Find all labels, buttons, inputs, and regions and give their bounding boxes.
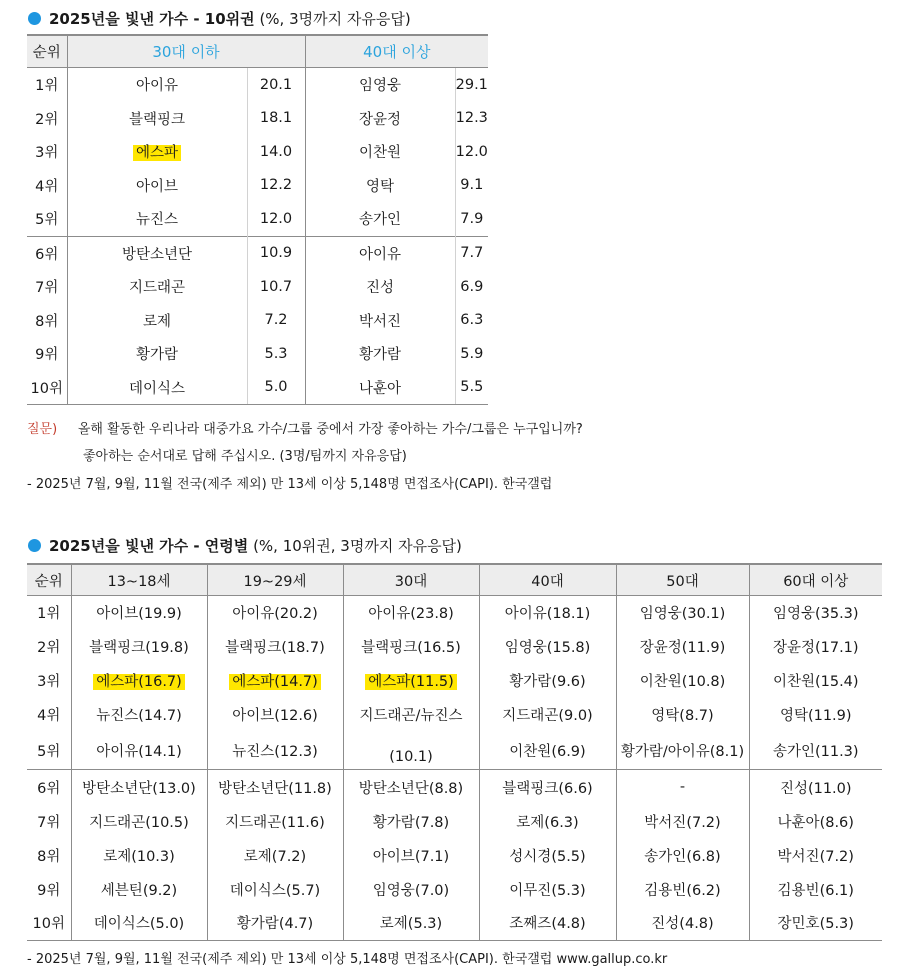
entry-cell: 방탄소년단(13.0) — [71, 770, 207, 804]
entry-cell: 임영웅(30.1) — [616, 596, 749, 630]
entry-cell: 지드래곤/뉴진스 — [343, 698, 479, 732]
entry-cell: 블랙핑크(16.5) — [343, 630, 479, 664]
entry-cell: 이찬원(10.8) — [616, 664, 749, 698]
column-header: 순위 — [27, 564, 71, 596]
entry-cell: 지드래곤(11.6) — [207, 804, 343, 838]
name-cell: 데이식스 — [67, 371, 247, 405]
question-line2: 좋아하는 순서대로 답해 주십시오. (3명/팀까지 자유응답) — [83, 449, 407, 464]
entry-cell: 송가인(11.3) — [749, 732, 882, 770]
value-cell: 7.7 — [455, 236, 488, 270]
rank-cell: 2위 — [37, 640, 61, 657]
name-cell: 박서진 — [305, 304, 455, 338]
table-row — [27, 664, 882, 698]
entry-cell: 황가람/아이유(8.1) — [616, 732, 749, 770]
table-row — [27, 804, 882, 838]
name-cell: 아이유 — [305, 236, 455, 270]
source-note-2: - 2025년 7월, 9월, 11월 전국(제주 제외) 만 13세 이상 5,148명 면접조사(CAPI). 한국갤럽 www.gallup.co.kr — [27, 952, 668, 967]
entry-cell: 아이유(14.1) — [71, 732, 207, 770]
source-note-1: - 2025년 7월, 9월, 11월 전국(제주 제외) 만 13세 이상 5,148명 면접조사(CAPI). 한국갤럽 — [27, 477, 553, 492]
highlight-mark: 에스파(14.7) — [229, 674, 321, 690]
entry-cell: 아이브(19.9) — [71, 596, 207, 630]
value-cell: 14.0 — [247, 135, 305, 169]
entry-cell: 이찬원(6.9) — [479, 732, 616, 770]
table-row — [27, 732, 882, 770]
table-row — [27, 838, 882, 872]
entry-cell: 방탄소년단(8.8) — [343, 770, 479, 804]
value-cell: 7.9 — [455, 202, 488, 236]
table-row — [27, 872, 882, 906]
value-cell: 10.9 — [247, 236, 305, 270]
rank-cell: 9위 — [35, 347, 59, 364]
value-cell: 12.0 — [455, 135, 488, 169]
entry-cell — [71, 664, 207, 698]
value-cell: 5.3 — [247, 337, 305, 371]
section2-title: 2025년을 빛낸 가수 - 연령별 (%, 10위권, 3명까지 자유응답) — [28, 535, 462, 556]
table-row — [27, 202, 488, 236]
entry-cell: 영탁(8.7) — [616, 698, 749, 732]
column-header: 50대 — [616, 564, 749, 596]
name-cell: 나훈아 — [305, 371, 455, 405]
name-cell: 블랙핑크 — [67, 102, 247, 136]
name-cell: 아이유 — [67, 68, 247, 102]
value-cell: 20.1 — [247, 68, 305, 102]
table-row — [27, 304, 488, 338]
entry-cell: 황가람(9.6) — [479, 664, 616, 698]
entry-cell: 황가람(7.8) — [343, 804, 479, 838]
table-by-age — [27, 563, 882, 941]
value-cell: 18.1 — [247, 102, 305, 136]
rank-cell: 9위 — [37, 882, 61, 899]
entry-cell: 블랙핑크(19.8) — [71, 630, 207, 664]
entry-cell: - — [616, 770, 749, 804]
table-row — [27, 630, 882, 664]
entry-cell: 블랙핑크(18.7) — [207, 630, 343, 664]
rank-cell: 7위 — [35, 280, 59, 297]
value-cell: 6.3 — [455, 304, 488, 338]
column-header: 60대 이상 — [749, 564, 882, 596]
table-row — [27, 770, 882, 804]
entry-cell: 송가인(6.8) — [616, 838, 749, 872]
name-cell: 임영웅 — [305, 68, 455, 102]
value-cell: 5.9 — [455, 337, 488, 371]
entry-cell: 로제(7.2) — [207, 838, 343, 872]
entry-cell: 로제(10.3) — [71, 838, 207, 872]
entry-cell: 아이브(7.1) — [343, 838, 479, 872]
name-cell: 영탁 — [305, 169, 455, 203]
entry-cell: 블랙핑크(6.6) — [479, 770, 616, 804]
rank-cell: 3위 — [37, 674, 61, 691]
table-row — [27, 906, 882, 940]
rank-cell: 8위 — [37, 848, 61, 865]
column-header: 19~29세 — [207, 564, 343, 596]
entry-cell: 조째즈(4.8) — [479, 906, 616, 940]
entry-cell: 장윤정(17.1) — [749, 630, 882, 664]
entry-cell: 뉴진스(14.7) — [71, 698, 207, 732]
name-cell: 아이브 — [67, 169, 247, 203]
name-cell: 진성 — [305, 270, 455, 304]
entry-cell: 로제(6.3) — [479, 804, 616, 838]
entry-cell: 김용빈(6.1) — [749, 872, 882, 906]
value-cell: 7.2 — [247, 304, 305, 338]
section1-title: 2025년을 빛낸 가수 - 10위권 (%, 3명까지 자유응답) — [28, 8, 411, 29]
entry-cell: 나훈아(8.6) — [749, 804, 882, 838]
table-row — [27, 270, 488, 304]
table-row — [27, 596, 882, 630]
entry-cell: 뉴진스(12.3) — [207, 732, 343, 770]
highlight-mark: 에스파 — [133, 145, 181, 161]
value-cell: 12.0 — [247, 202, 305, 236]
rank-cell: 1위 — [37, 606, 61, 623]
entry-cell: 성시경(5.5) — [479, 838, 616, 872]
rank-cell: 4위 — [35, 178, 59, 195]
question-line1: 질문) 올해 활동한 우리나라 대중가요 가수/그룹 중에서 가장 좋아하는 가수/그룹은 누구입니까? — [27, 422, 583, 437]
table-row — [27, 102, 488, 136]
entry-cell: 임영웅(15.8) — [479, 630, 616, 664]
entry-cell: 황가람(4.7) — [207, 906, 343, 940]
column-header: 30대 — [343, 564, 479, 596]
entry-cell: (10.1) — [343, 732, 479, 770]
column-header: 13~18세 — [71, 564, 207, 596]
value-cell: 5.0 — [247, 371, 305, 405]
entry-cell: 김용빈(6.2) — [616, 872, 749, 906]
value-cell: 9.1 — [455, 169, 488, 203]
entry-cell: 아이유(18.1) — [479, 596, 616, 630]
table-row — [27, 371, 488, 405]
column-header: 40대 — [479, 564, 616, 596]
highlight-mark: 에스파(11.5) — [365, 674, 457, 690]
name-cell: 황가람 — [305, 337, 455, 371]
rank-cell: 2위 — [35, 111, 59, 128]
table-row — [27, 236, 488, 270]
header-group-b: 40대 이상 — [305, 35, 488, 68]
table-row — [27, 337, 488, 371]
entry-cell: 세븐틴(9.2) — [71, 872, 207, 906]
entry-cell: 이찬원(15.4) — [749, 664, 882, 698]
name-cell: 장윤정 — [305, 102, 455, 136]
entry-cell: 장윤정(11.9) — [616, 630, 749, 664]
entry-cell: 임영웅(35.3) — [749, 596, 882, 630]
entry-cell: 박서진(7.2) — [749, 838, 882, 872]
bullet-dot-icon — [28, 12, 41, 25]
value-cell: 10.7 — [247, 270, 305, 304]
entry-cell: 아이유(20.2) — [207, 596, 343, 630]
table-top10-by-age-group — [27, 34, 488, 405]
rank-cell: 10위 — [27, 371, 67, 405]
table-row — [27, 68, 488, 102]
header-rank: 순위 — [27, 35, 67, 68]
name-cell: 방탄소년단 — [67, 236, 247, 270]
rank-cell: 10위 — [27, 906, 71, 940]
entry-cell: 지드래곤(9.0) — [479, 698, 616, 732]
name-cell: 뉴진스 — [67, 202, 247, 236]
value-cell: 29.1 — [455, 68, 488, 102]
name-cell — [67, 135, 247, 169]
name-cell: 송가인 — [305, 202, 455, 236]
table-row — [27, 698, 882, 732]
rank-cell: 8위 — [35, 313, 59, 330]
entry-cell: 아이유(23.8) — [343, 596, 479, 630]
bullet-dot-icon — [28, 539, 41, 552]
highlight-mark: 에스파(16.7) — [93, 674, 185, 690]
value-cell: 12.2 — [247, 169, 305, 203]
table-row — [27, 169, 488, 203]
entry-cell: 진성(11.0) — [749, 770, 882, 804]
entry-cell: 아이브(12.6) — [207, 698, 343, 732]
entry-cell — [343, 664, 479, 698]
name-cell: 로제 — [67, 304, 247, 338]
rank-cell: 6위 — [27, 770, 71, 804]
value-cell: 5.5 — [455, 371, 488, 405]
rank-cell: 3위 — [35, 145, 59, 162]
entry-cell: 영탁(11.9) — [749, 698, 882, 732]
name-cell: 이찬원 — [305, 135, 455, 169]
entry-cell: 진성(4.8) — [616, 906, 749, 940]
entry-cell: 이무진(5.3) — [479, 872, 616, 906]
table-row — [27, 135, 488, 169]
rank-cell: 6위 — [27, 236, 67, 270]
entry-cell: 데이식스(5.7) — [207, 872, 343, 906]
rank-cell: 4위 — [37, 708, 61, 725]
entry-cell: 장민호(5.3) — [749, 906, 882, 940]
rank-cell: 5위 — [37, 744, 61, 760]
entry-cell: 방탄소년단(11.8) — [207, 770, 343, 804]
name-cell: 황가람 — [67, 337, 247, 371]
header-group-a: 30대 이하 — [67, 35, 305, 68]
value-cell: 6.9 — [455, 270, 488, 304]
entry-cell: 데이식스(5.0) — [71, 906, 207, 940]
entry-cell: 지드래곤(10.5) — [71, 804, 207, 838]
entry-cell — [207, 664, 343, 698]
rank-cell: 5위 — [35, 212, 59, 229]
name-cell: 지드래곤 — [67, 270, 247, 304]
value-cell: 12.3 — [455, 102, 488, 136]
entry-cell: 임영웅(7.0) — [343, 872, 479, 906]
entry-cell: 박서진(7.2) — [616, 804, 749, 838]
rank-cell: 7위 — [37, 814, 61, 831]
rank-cell: 1위 — [35, 78, 59, 95]
entry-cell: 로제(5.3) — [343, 906, 479, 940]
